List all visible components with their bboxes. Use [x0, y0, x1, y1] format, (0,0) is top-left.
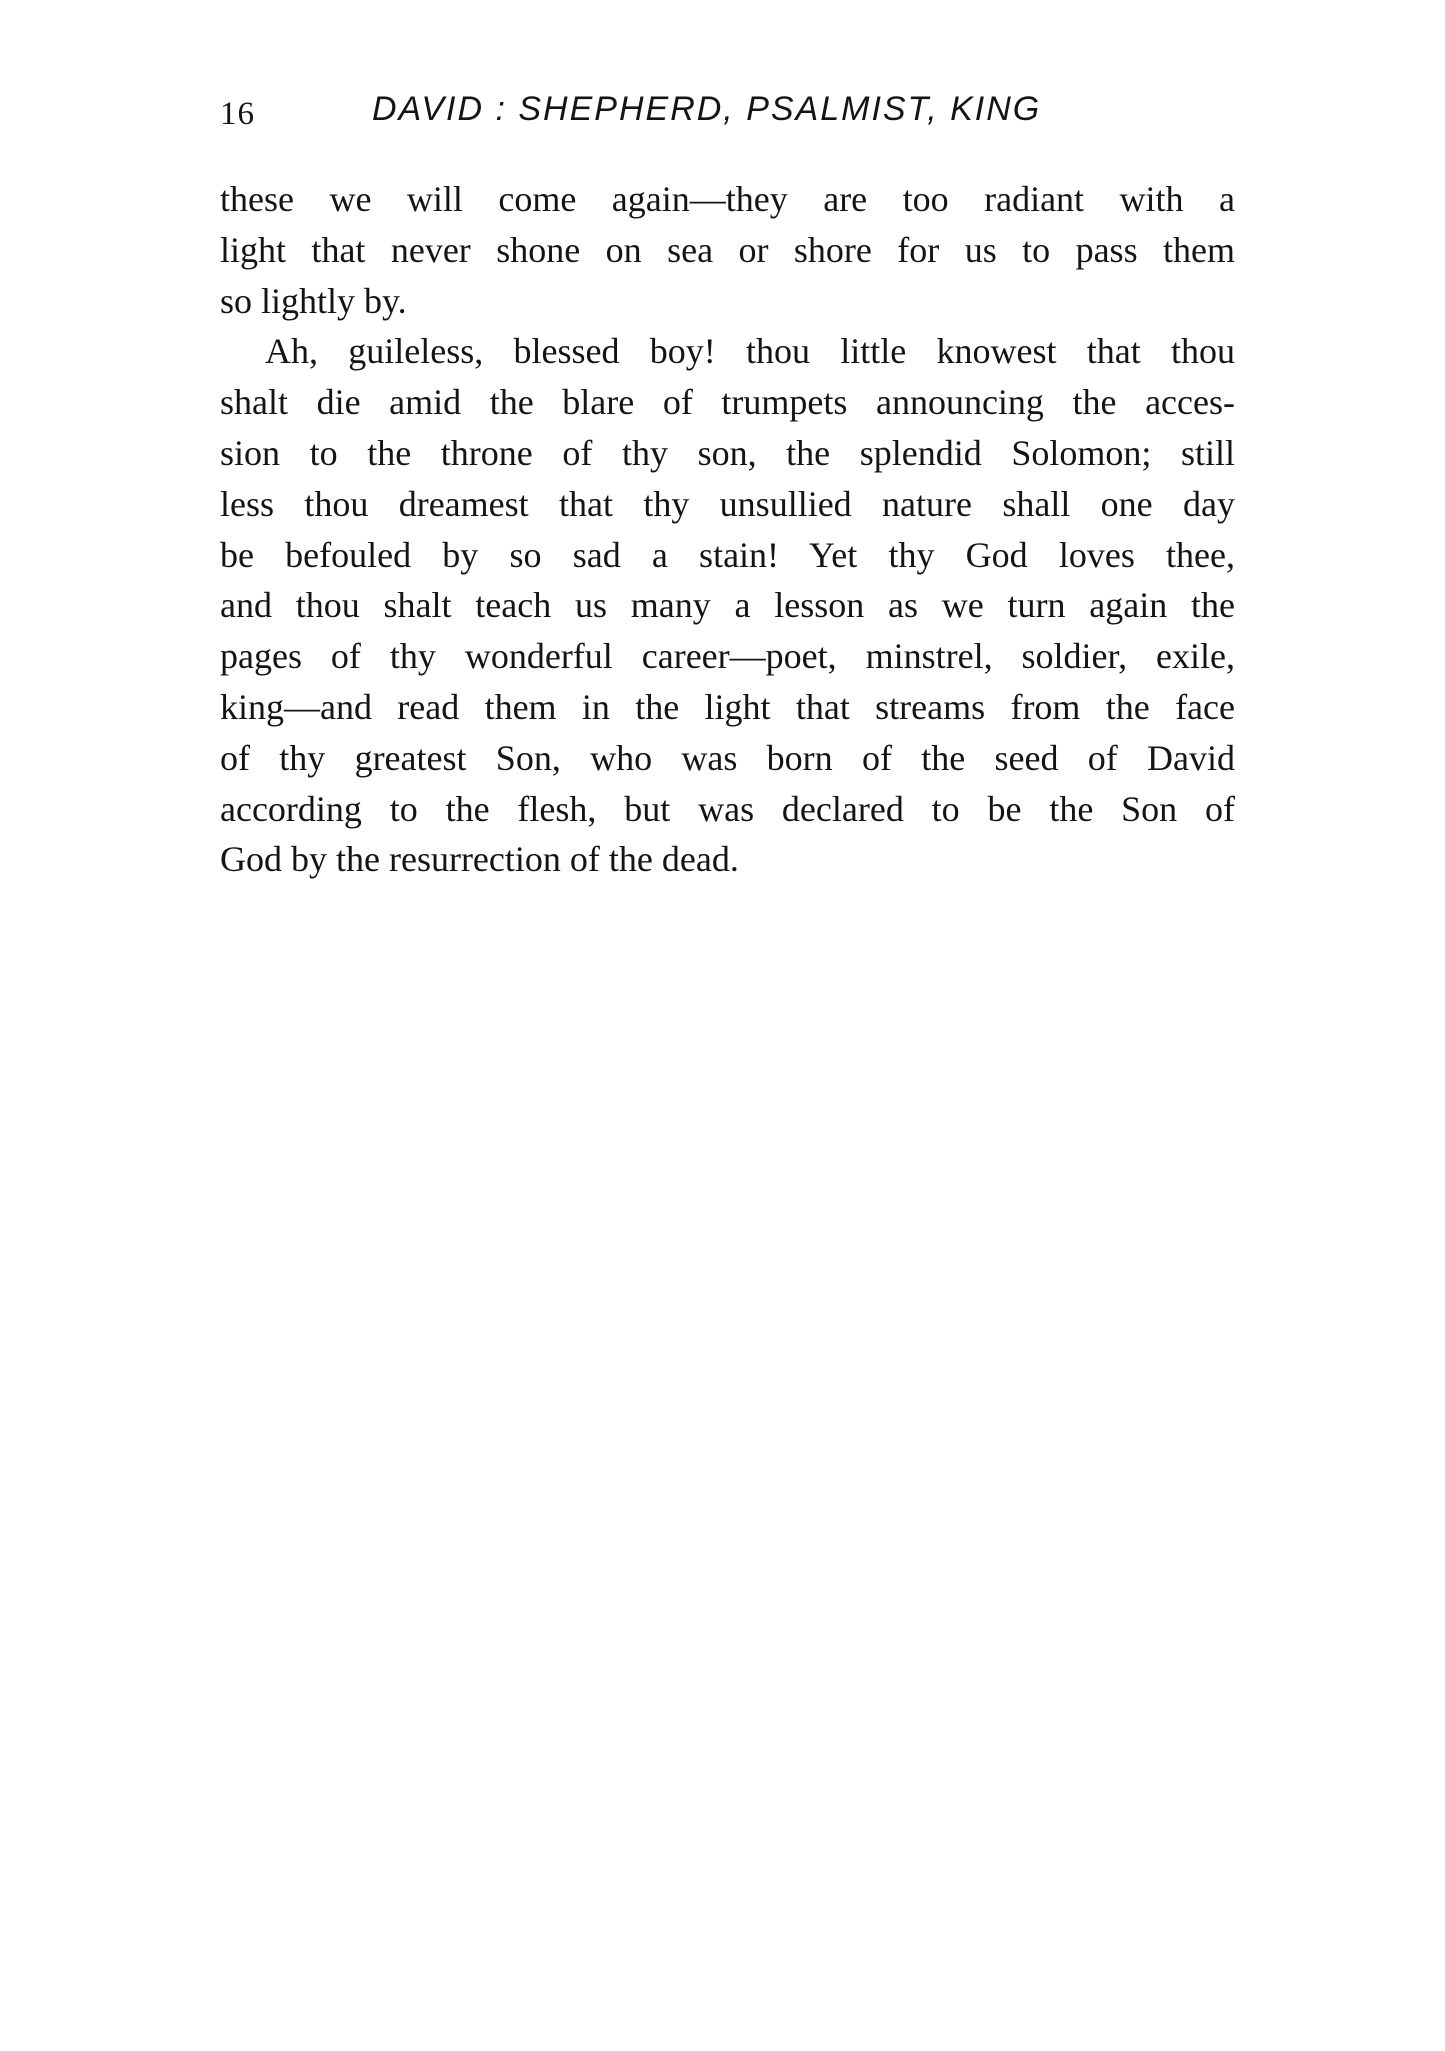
body-text [220, 174, 1235, 885]
running-title: DAVID : SHEPHERD, PSALMIST, KING [372, 90, 1042, 128]
text-line: God by the resurrection of the dead. [220, 839, 739, 880]
text-line: pages of thy wonderful career—poet, minstrel, soldier, exile, [220, 636, 1235, 677]
text-line: and thou shalt teach us many a lesson as we turn again the [220, 585, 1235, 626]
text-line: according to the flesh, but was declared to be the Son of [220, 788, 1235, 829]
text-line: of thy greatest Son, who was born of the seed of David [220, 737, 1235, 778]
text-line: light that never shone on sea or shore for us to pass them [220, 229, 1235, 270]
paragraph [220, 326, 1235, 885]
text-line: sion to the throne of thy son, the splendid Solomon; still [220, 432, 1235, 473]
paragraph [220, 174, 1235, 326]
text-line: so lightly by. [220, 280, 407, 321]
page-number: 16 [220, 96, 255, 132]
text-line: less thou dreamest that thy unsullied nature shall one day [220, 483, 1235, 524]
running-head [220, 90, 1240, 140]
text-line: Ah, guileless, blessed boy! thou little knowest that thou [265, 331, 1235, 372]
text-line: shalt die amid the blare of trumpets announcing the acces- [220, 382, 1235, 423]
text-line: king—and read them in the light that streams from the face [220, 686, 1235, 727]
text-line: these we will come again—they are too radiant with a [220, 179, 1235, 219]
text-line: be befouled by so sad a stain! Yet thy God loves thee, [220, 534, 1235, 575]
